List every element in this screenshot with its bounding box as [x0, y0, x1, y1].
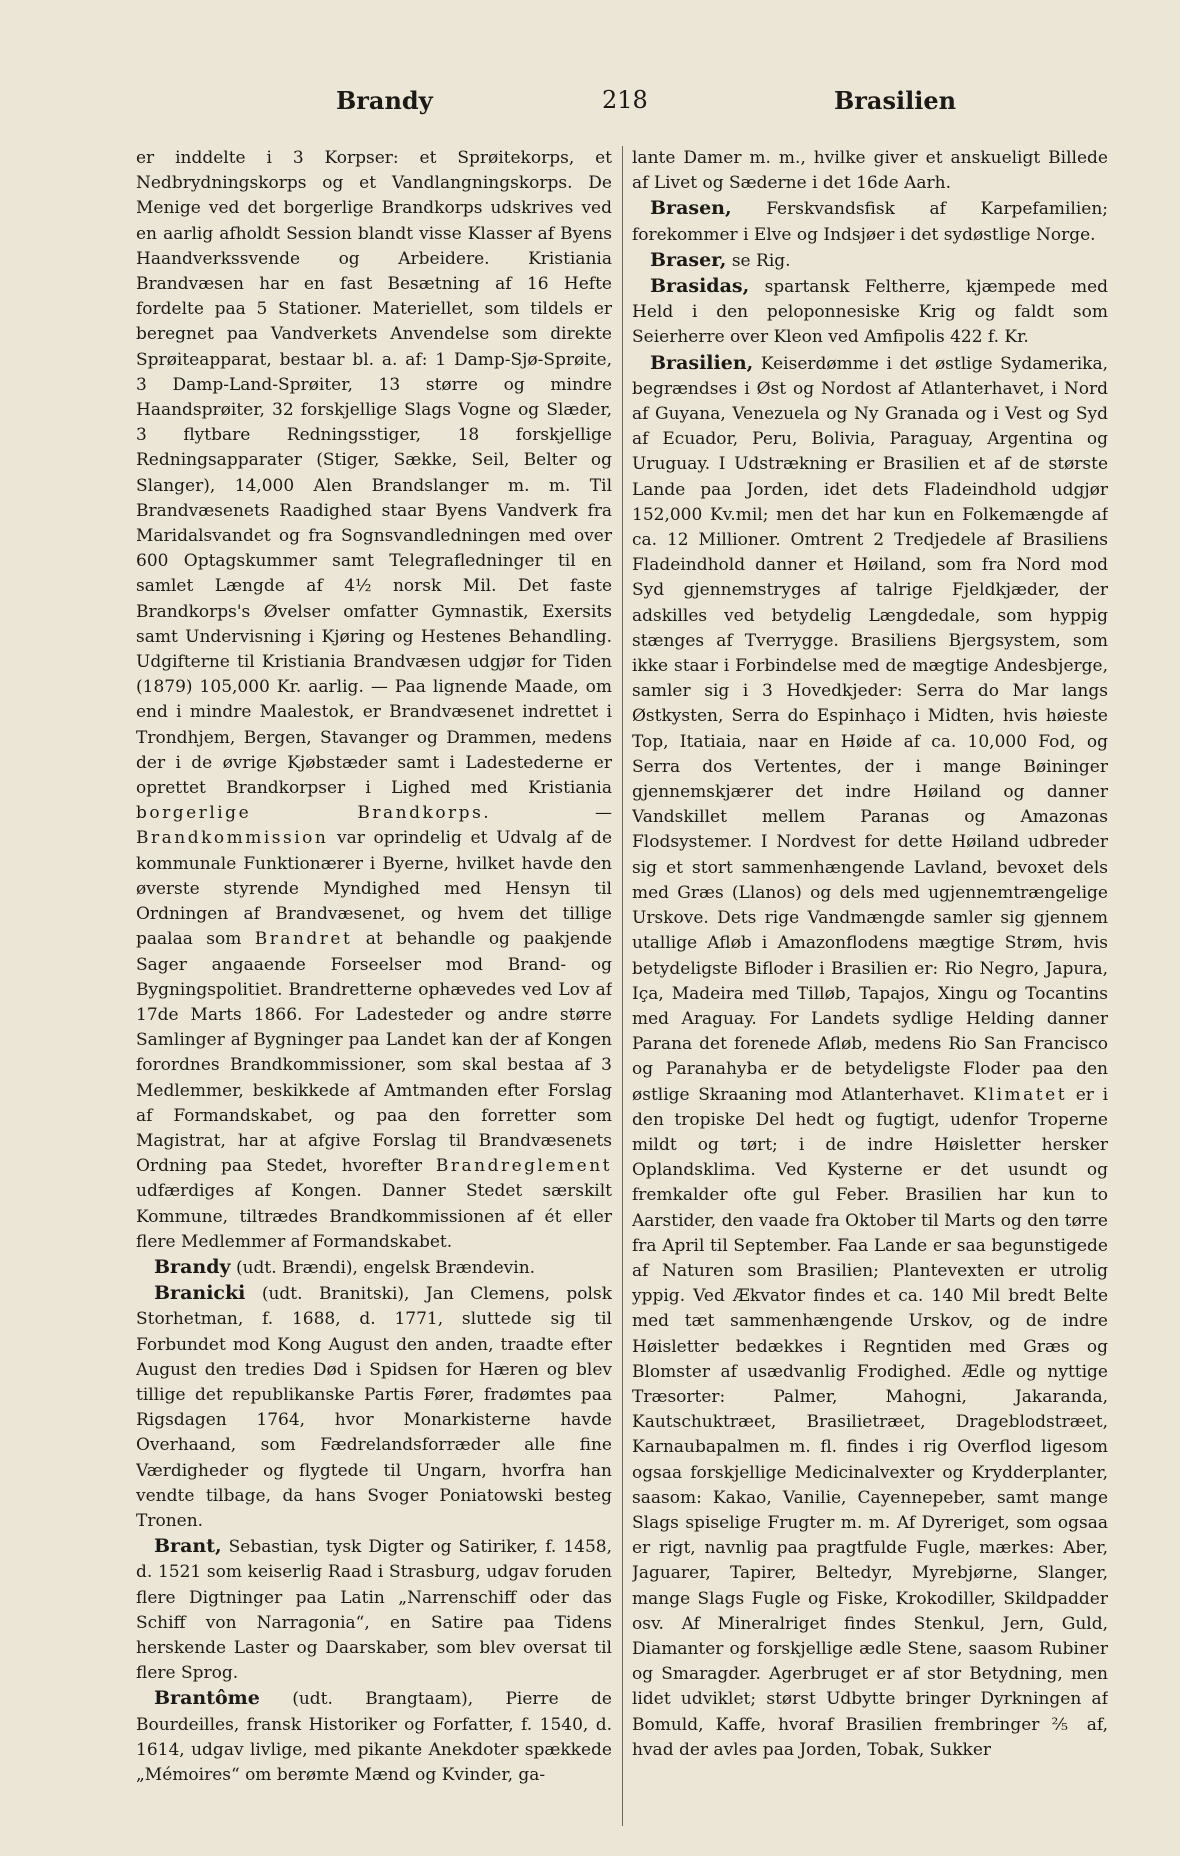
entry-text: Keiserdømme i det østlige Sydamerika, begrændses i Øst og Nordost af Atlanterhavet, i Nord af Guyana, Venezuela og Ny Granada og i Vest og Syd af Ecuador, Peru, Bolivia, Paraguay, Argentina og Uruguay. I Udstrækning er Brasilien et af de største Lande paa Jorden, idet dets Fladeindhold udgjør 152,000 Kv.mil; men det har kun en Folkemængde af ca. 12 Millioner. Omtrent 2 Tredjedele af Brasiliens Fladeindhold danner et Høiland, som fra Nord mod Syd gjennemstryges af talrige Fjeldkjæder, der adskilles ved betydelig Længdedale, som hyppig stænges af Tverrygge. Brasiliens Bjergsystem, som ikke staar i Forbindelse med de mægtige Andesbjerge, samler sig i 3 Hovedkjeder: Serra do Mar langs Østkysten, Serra do Espinhaço i Midten, hvis høieste Top, Itatiaia, naar en Høide af ca. 10,000 Fod, og Serra dos Vertentes, der i mange Bøininger gjennemskjærer det indre Høiland og danner Vandskillet mellem Paranas og Amazonas Flodsystemer. I Nordvest for dette Høiland udbreder sig et stort sammenhængende Lavland, bevoxet dels med Græs (Llanos) og dels med ugjennemtrængelige Urskove. Dets rige Vandmængde samler sig gjennem utallige Afløb i Amazonflodens mægtige Strøm, hvis betydeligste Bifloder i Brasilien er: Rio Negro, Japura, Iça, Madeira med Tilløb, Tapajos, Xingu og Tocantins med Araguay. For Landets sydlige Helding danner Parana det forenede Afløb, medens Rio San Francisco og Paranahyba er de betydeligste Floder paa den østlige Skraaning mod Atlanterhavet. — [632, 353, 1108, 1105]
spaced-term: Brandret — [254, 929, 353, 950]
entry-brasen — [632, 196, 1108, 247]
continuation-text: at behandle og paakjende Sager angaaende Forseelser mod Brand- og Bygningspolitiet. Brandretterne ophævedes ved Lov af 17de Marts 1866. For Ladesteder og andre større Samlinger af Bygninger paa Landet kan der af Kongen forordnes Brandkommissioner, som skal bestaa af 3 Medlemmer, beskikkede af Amtmanden efter Forslag af Formandskabet, og paa den forretter som Magistrat, har at afgive Forslag til Brandvæsenets Ordning paa Stedet, hvorefter — [136, 929, 612, 1177]
headword: Brant, — [154, 1535, 222, 1558]
continuation-text: udfærdiges af Kongen. Danner Stedet særskilt Kommune, tiltrædes Brandkommissionen af ét eller flere Medlemmer af Formandskabet. — [136, 1181, 612, 1252]
left-continuation-paragraph — [136, 146, 612, 1255]
column-divider — [622, 146, 623, 1826]
entry-text: er i den tropiske Del hedt og fugtigt, udenfor Troperne mildt og tørt; i de indre Høisletter hersker Oplandsklima. Ved Kysterne er det usundt og fremkalder ofte gul Feber. Brasilien har kun to Aarstider, den vaade fra Oktober til Marts og den tørre fra April til September. Faa Lande er saa begunstigede af Naturen som Brasilien; Plantevexten er utrolig yppig. Ved Ækvator findes et ca. 140 Mil bredt Belte med tæt sammenhængende Urskov, og de indre Høisletter bedækkes i Regntiden med Græs og Blomster af usædvanlig Frodighed. Ædle og nyttige Træsorter: Palmer, Mahogni, Jakaranda, Kautschuktræet, Brasilietræet, Drageblodstræet, Karnaubapalmen m. fl. findes i rig Overflod ligesom ogsaa forskjellige Medicinalvexter og Krydderplanter, saasom: Kakao, Vanilie, Cayennepeber, samt mange Slags spiselige Frugter m. m. Af Dyreriget, som ogsaa er rigt, navnlig paa pragtfulde Fugle, mærkes: Aber, Jaguarer, Tapirer, Beltedyr, Myrebjørne, Slanger, mange Slags Fugle og Fiske, Krokodiller, Skildpadder osv. Af Mineralriget findes Stenkul, Jern, Guld, Diamanter og forskjellige ædle Stene, saasom Rubiner og Smaragder. Agerbruget er af stor Betydning, men lidet udviklet; størst Udbytte bringer Dyrkningen af Bomuld, Kaffe, hvoraf Brasilien frembringer ⅖ af, hvad der avles paa Jorden, Tobak, Sukker — [632, 1084, 1108, 1760]
entry-text: spartansk Feltherre, kjæmpede med Held i den peloponnesiske Krig og faldt som Seierherre over Kleon ved Amfipolis 422 f. Kr. — [632, 277, 1108, 348]
right-column — [632, 146, 1108, 1818]
headword: Branicki — [154, 1282, 246, 1305]
entry-text: Sebastian, tysk Digter og Satiriker, f. 1458, d. 1521 som keiserlig Raad i Strasburg, udgav foruden flere Digtninger paa Latin „Narrenschiff oder das Schiff von Narragonia“, en Satire paa Tidens herskende Laster og Daarskaber, som blev oversat til flere Sprog. — [136, 1537, 612, 1684]
entry-brasidas — [632, 274, 1108, 351]
headword: Brasidas, — [650, 275, 750, 298]
entry-text: Ferskvandsfisk af Karpefamilien; forekommer i Elve og Indsjøer i det sydøstlige Norge. — [632, 199, 1108, 245]
right-continuation-paragraph — [632, 146, 1108, 196]
spaced-term: Brandkommission — [136, 828, 329, 849]
headword: Braser, — [650, 248, 727, 271]
continuation-text: lante Damer m. m., hvilke giver et anskueligt Billede af Livet og Sæderne i det 16de Aarh. — [632, 148, 1108, 194]
entry-text: se Rig. — [731, 250, 791, 271]
header-right-catchword: Brasilien — [834, 86, 957, 115]
entry-text: (udt. Brangtaam), Pierre de Bourdeilles, fransk Historiker og Forfatter, f. 1540, d. 1614, udgav livlige, med pikante Anekdoter spækkede „Mémoires“ om berømte Mænd og Kvinder, ga- — [136, 1689, 612, 1785]
spaced-term: Brandreglement — [435, 1156, 612, 1177]
continuation-text: er inddelte i 3 Korpser: et Sprøitekorps, et Nedbrydningskorps og et Vandlangningskorps. De Menige ved det borgerlige Brandkorps udskrives ved en aarlig afholdt Session blandt visse Klasser af Byens Haandverkssvende og Arbeidere. Kristiania Brandvæsen har en fast Besætning af 16 Hefte fordelte paa 5 Stationer. Materiellet, som tildels er beregnet paa Vandverkets Anvendelse som direkte Sprøiteapparat, bestaar bl. a. af: 1 Damp-Sjø-Sprøite, 3 Damp-Land-Sprøiter, 13 større og mindre Haandsprøiter, 32 forskjellige Slags Vogne og Slæder, 3 flytbare Redningsstiger, 18 forskjellige Redningsapparater (Stiger, Sække, Seil, Belter og Slanger), 14,000 Alen Brandslanger m. m. Til Brandvæsenets Raadighed staar Byens Vandverk fra Maridalsvandet og fra Sognsvandledningen med over 600 Optagskummer samt Telegrafledninger til en samlet Længde af 4½ norsk Mil. Det faste Brandkorps's Øvelser omfatter Gymnastik, Exersits samt Undervisning i Kjøring og Hestenes Behandling. Udgifterne til Kristiania Brandvæsen udgjør for Tiden (1879) 105,000 Kr. aarlig. — Paa lignende Maade, om end i mindre Maalestok, er Brandvæsenet indrettet i Trondhjem, Bergen, Stavanger og Drammen, medens der i de øvrige Kjøbstæder samt i Ladestederne er oprettet Brandkorpser i Lighed med Kristiania — [136, 148, 612, 799]
spaced-term: Klimatet — [973, 1084, 1068, 1105]
headword: Brandy — [154, 1255, 231, 1278]
entry-brantome — [136, 1686, 612, 1788]
headword: Brantôme — [154, 1687, 260, 1710]
headword: Brasilien, — [650, 351, 754, 374]
page-header — [0, 86, 1180, 126]
entry-text: (udt. Brændi), engelsk Brændevin. — [235, 1257, 536, 1278]
continuation-text: var oprindelig et Udvalg af de kommunale Funktionærer i Byerne, hvilket havde den øverste styrende Myndighed med Hensyn til Ordningen af Brandvæsenet, og hvem det tillige paalaa som — [136, 828, 612, 950]
entry-brasilien — [632, 351, 1108, 1763]
entry-brant — [136, 1534, 612, 1686]
spaced-term: borgerlige Brandkorps. — [136, 803, 492, 824]
entry-brandy — [136, 1255, 612, 1281]
left-column — [136, 146, 612, 1818]
entry-text: (udt. Branitski), Jan Clemens, polsk Storhetman, f. 1688, d. 1771, sluttede sig til Forbundet mod Kong August den anden, traadte efter August den tredies Død i Spidsen for Hæren og blev tillige det republikanske Partis Fører, fradømtes paa Rigsdagen 1764, hvor Monarkisterne havde Overhaand, som Fædrelandsforræder alle fine Værdigheder og flygtede til Ungarn, hvorfra han vendte tilbage, da hans Svoger Poniatowski besteg Tronen. — [136, 1284, 612, 1531]
entry-branicki — [136, 1281, 612, 1534]
page-number: 218 — [602, 86, 648, 114]
headword: Brasen, — [650, 197, 732, 220]
header-left-catchword: Brandy — [336, 86, 433, 115]
entry-braser — [632, 248, 1108, 274]
continuation-text: — — [595, 803, 612, 824]
